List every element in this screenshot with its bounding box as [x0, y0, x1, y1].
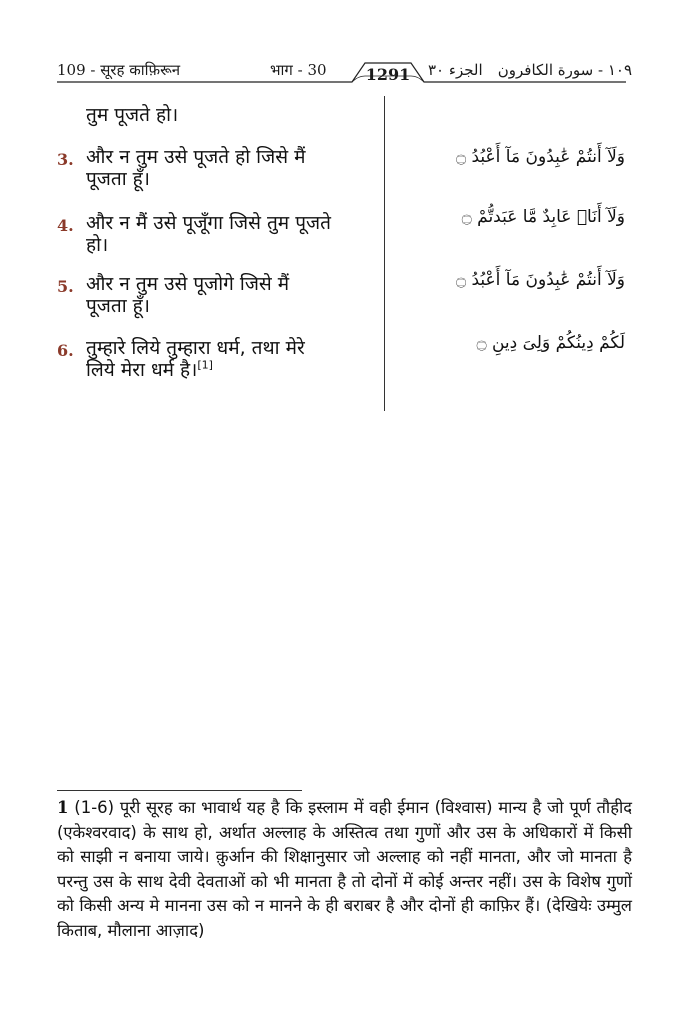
- verse-number: 6.: [57, 341, 74, 360]
- verse-6-arabic: لَكُمْ دِينُكُمْ وَلِىَ دِينِ ۝: [476, 333, 625, 353]
- footnote: [57, 796, 632, 943]
- verse-text-line: हो।: [86, 234, 109, 256]
- verse-text-line: और न तुम उसे पूजते हो जिसे मैं: [86, 146, 306, 168]
- verse-5-hindi: [86, 273, 378, 317]
- footnote-number: 1: [57, 798, 69, 817]
- verse-text-line-with-footnote: [86, 359, 378, 381]
- header-part: भाग - 30: [270, 61, 327, 79]
- verse-3-hindi: [86, 146, 378, 190]
- header-surah-hindi: 109 - सूरह काफ़िरून: [57, 61, 181, 79]
- column-divider: [384, 96, 385, 411]
- verse-text-line: लिये मेरा धर्म है।: [86, 359, 198, 381]
- verse-text-line: तुम्हारे लिये तुम्हारा धर्म, तथा मेरे: [86, 337, 305, 359]
- verse-4-arabic: وَلَآ أَنَا۠ عَابِدٌ مَّا عَبَدتُّمْ ۝: [461, 207, 625, 227]
- footnote-reference[interactable]: [1]: [197, 358, 213, 372]
- verse-number: 5.: [57, 277, 74, 296]
- verse-text-line: पूजता हूँ।: [86, 168, 150, 190]
- verse-continuation: [86, 104, 378, 126]
- header-surah-arabic: ١٠٩ - سورة الكافرون: [497, 61, 632, 79]
- footnote-text: (1-6) पूरी सूरह का भावार्थ यह है कि इस्लाम में वही ईमान (विश्वास) मान्य है जो पूर्ण तौहीद (एकेश्वरवाद) के साथ हो, अर्थात अल्लाह के अस्तित्व तथा गुणों और उस के अधिकारों में किसी को साझी न बनाया जाये। क़ुर्आन की शिक्षानुसार जो अल्लाह को नहीं मानता, और जो मानता है परन्तु उस के साथ देवी देवताओं को भी मानता है तो दोनों में कोई अन्तर नहीं। उस के विशेष गुणों को किसी अन्य मे मानना उस को न मानने के ही बराबर है और दोनों ही काफ़िर हैं। (देखियेः उम्मुल किताब, मौलाना आज़ाद): [57, 798, 633, 940]
- footnote-rule: [57, 790, 302, 791]
- verse-text-line: और न तुम उसे पूजोगे जिसे मैं: [86, 273, 290, 295]
- verse-4-hindi: [86, 212, 378, 256]
- verse-6-hindi: [86, 337, 378, 381]
- verse-3-arabic: وَلَآ أَنتُمْ عَٰبِدُونَ مَآ أَعْبُدُ ۝: [456, 147, 625, 167]
- verse-number: 4.: [57, 216, 74, 235]
- header-juz-arabic: الجزء ٣٠: [428, 61, 483, 79]
- verse-number: 3.: [57, 150, 74, 169]
- verse-5-arabic: وَلَآ أَنتُمْ عَٰبِدُونَ مَآ أَعْبُدُ ۝: [456, 270, 625, 290]
- verse-text-line: पूजता हूँ।: [86, 295, 150, 317]
- page-header: [0, 0, 682, 100]
- verse-text-line: और न मैं उसे पूजूँगा जिसे तुम पूजते: [86, 212, 331, 234]
- verse-text-line: तुम पूजते हो।: [86, 104, 179, 126]
- page-number: 1291: [365, 65, 411, 84]
- header-frame: [0, 0, 682, 100]
